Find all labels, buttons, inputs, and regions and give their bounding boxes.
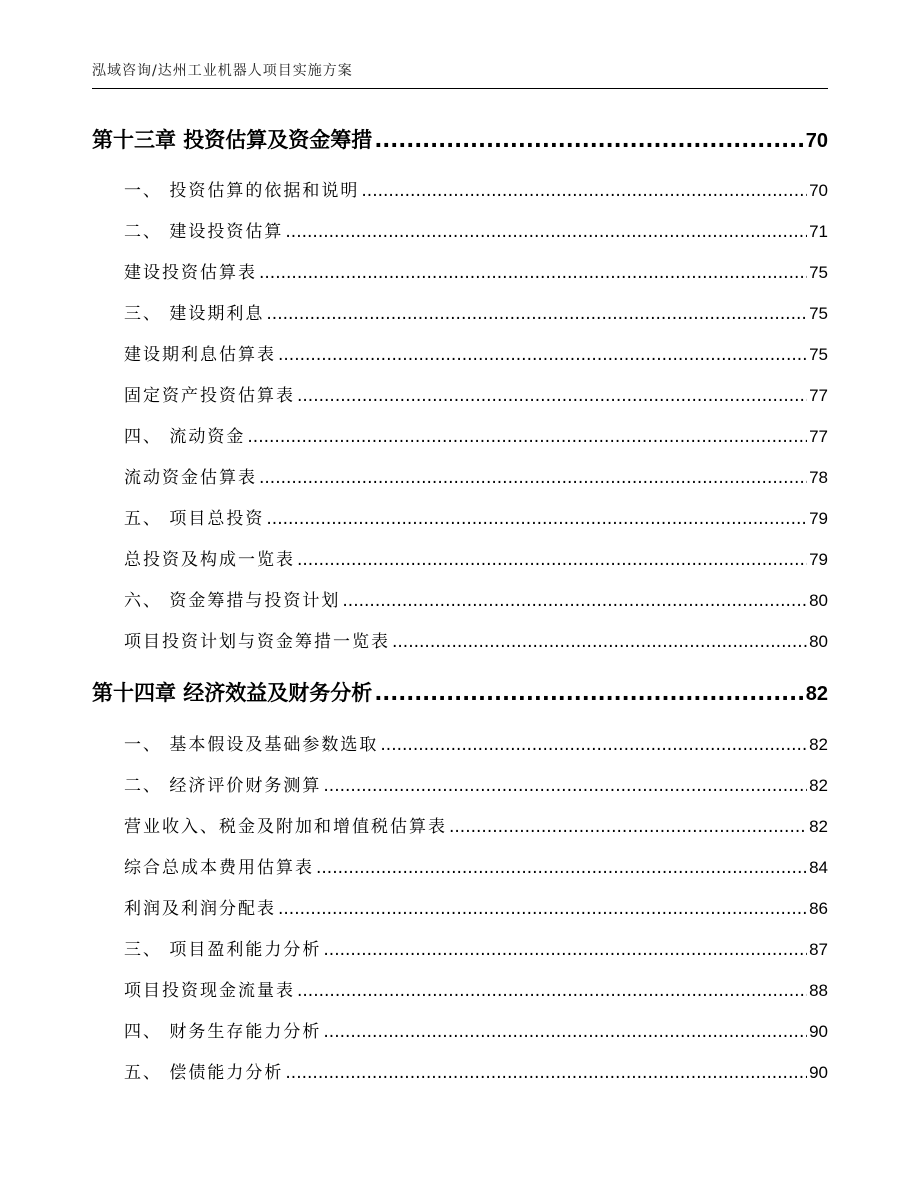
toc-leader-dots <box>278 345 807 365</box>
toc-page-number: 75 <box>809 345 828 364</box>
toc-entry-title: 五、 偿债能力分析 <box>124 1063 284 1083</box>
toc-page-number: 80 <box>809 632 828 651</box>
toc-entry[interactable] <box>124 586 828 611</box>
toc-leader-dots <box>361 181 807 201</box>
toc-page-number: 75 <box>809 304 828 323</box>
toc-leader-dots <box>266 304 807 324</box>
toc-leader-dots <box>392 632 807 652</box>
toc-entry-title: 三、 建设期利息 <box>124 304 265 324</box>
toc-entry[interactable] <box>124 730 828 755</box>
toc-page-number: 70 <box>809 181 828 200</box>
toc-entry[interactable] <box>124 545 828 570</box>
toc-page-number: 82 <box>809 817 828 836</box>
toc-entry[interactable] <box>124 627 828 652</box>
toc-page-number: 78 <box>809 468 828 487</box>
toc-entry[interactable] <box>124 258 828 283</box>
toc-entry-title: 六、 资金筹措与投资计划 <box>124 591 341 611</box>
toc-entry-title: 综合总成本费用估算表 <box>124 858 314 878</box>
toc-leader-dots <box>278 899 807 919</box>
toc-entry-title: 一、 投资估算的依据和说明 <box>124 181 360 201</box>
toc-leader-dots <box>380 735 807 755</box>
toc-page-number: 80 <box>809 591 828 610</box>
toc-entry[interactable] <box>124 217 828 242</box>
toc-entry[interactable] <box>124 812 828 837</box>
toc-leader-dots <box>297 981 807 1001</box>
toc-page-number: 75 <box>809 263 828 282</box>
toc-leader-dots <box>323 940 807 960</box>
toc-entry[interactable] <box>124 771 828 796</box>
toc-leader-dots <box>374 128 803 152</box>
toc-entry-title: 二、 建设投资估算 <box>124 222 284 242</box>
toc-page-number: 79 <box>809 550 828 569</box>
toc-entry[interactable] <box>124 976 828 1001</box>
toc-entry-title: 四、 流动资金 <box>124 427 246 447</box>
toc-entry-title: 一、 基本假设及基础参数选取 <box>124 735 379 755</box>
toc-leader-dots <box>259 468 807 488</box>
toc-chapter-14[interactable] <box>92 677 828 707</box>
toc-entry-title: 建设投资估算表 <box>124 263 257 283</box>
toc-leader-dots <box>266 509 807 529</box>
toc-leader-dots <box>323 1022 807 1042</box>
toc-entry-title: 营业收入、税金及附加和增值税估算表 <box>124 817 447 837</box>
toc-entry[interactable] <box>124 299 828 324</box>
toc-leader-dots <box>342 591 807 611</box>
toc-page-number: 82 <box>809 735 828 754</box>
toc-leader-dots <box>297 386 807 406</box>
toc-entry[interactable] <box>124 1017 828 1042</box>
toc-entry[interactable] <box>124 381 828 406</box>
toc-leader-dots <box>316 858 807 878</box>
toc-page-number: 82 <box>805 683 828 705</box>
toc-entry[interactable] <box>124 504 828 529</box>
toc-entry-title: 三、 项目盈利能力分析 <box>124 940 322 960</box>
toc-entry[interactable] <box>124 1058 828 1083</box>
toc-chapter-title: 第十四章 经济效益及财务分析 <box>92 681 373 705</box>
toc-leader-dots <box>374 681 803 705</box>
toc-page-number: 90 <box>809 1063 828 1082</box>
toc-entry-title: 二、 经济评价财务测算 <box>124 776 322 796</box>
toc-leader-dots <box>247 427 807 447</box>
toc-page-number: 71 <box>809 222 828 241</box>
toc-entry[interactable] <box>124 340 828 365</box>
toc-page-number: 84 <box>809 858 828 877</box>
toc-entry-title: 总投资及构成一览表 <box>124 550 295 570</box>
toc-chapter-title: 第十三章 投资估算及资金筹措 <box>92 128 373 152</box>
toc-entry[interactable] <box>124 422 828 447</box>
toc-entry-title: 项目投资计划与资金筹措一览表 <box>124 632 390 652</box>
toc-page-number: 79 <box>809 509 828 528</box>
toc-page-number: 90 <box>809 1022 828 1041</box>
toc-entry[interactable] <box>124 894 828 919</box>
toc-entry-title: 四、 财务生存能力分析 <box>124 1022 322 1042</box>
toc-leader-dots <box>285 222 807 242</box>
toc-leader-dots <box>259 263 807 283</box>
toc-page-number: 86 <box>809 899 828 918</box>
toc-leader-dots <box>323 776 807 796</box>
toc-entry[interactable] <box>124 853 828 878</box>
toc-page-number: 77 <box>809 386 828 405</box>
toc-page-number: 87 <box>809 940 828 959</box>
toc-page-number: 70 <box>805 130 828 152</box>
toc-entry[interactable] <box>124 935 828 960</box>
toc-page-number: 88 <box>809 981 828 1000</box>
toc-entry-title: 五、 项目总投资 <box>124 509 265 529</box>
toc-entry-title: 建设期利息估算表 <box>124 345 276 365</box>
toc-chapter-13[interactable] <box>92 124 828 154</box>
toc-leader-dots <box>449 817 807 837</box>
toc-entry-title: 流动资金估算表 <box>124 468 257 488</box>
toc-leader-dots <box>285 1063 807 1083</box>
running-header: 泓域咨询/达州工业机器人项目实施方案 <box>92 60 828 89</box>
toc-entry[interactable] <box>124 176 828 201</box>
toc-entry-title: 项目投资现金流量表 <box>124 981 295 1001</box>
toc-leader-dots <box>297 550 807 570</box>
toc-page-number: 82 <box>809 776 828 795</box>
toc-entry[interactable] <box>124 463 828 488</box>
toc-entry-title: 利润及利润分配表 <box>124 899 276 919</box>
toc-entry-title: 固定资产投资估算表 <box>124 386 295 406</box>
toc-page-number: 77 <box>809 427 828 446</box>
